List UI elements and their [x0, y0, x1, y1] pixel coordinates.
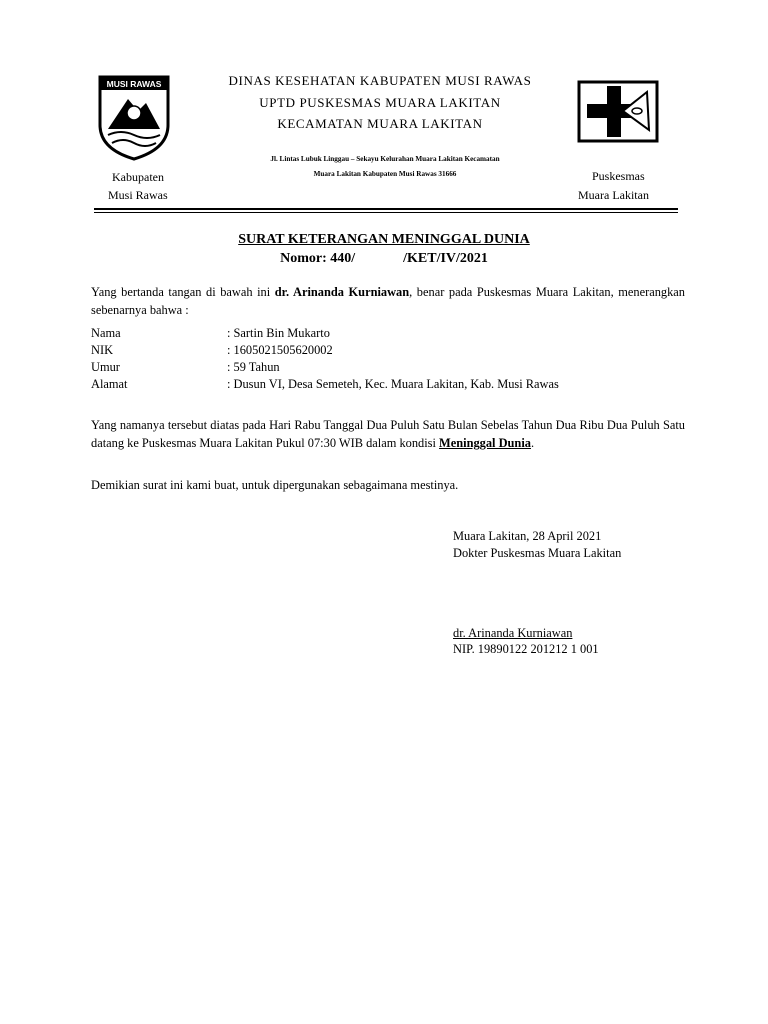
number-prefix: Nomor: 440/ — [280, 251, 356, 266]
field-value: : 1605021505620002 — [227, 343, 333, 357]
field-value: : Sartin Bin Mukarto — [227, 326, 330, 340]
closing-paragraph: Demikian surat ini kami buat, untuk dipergunakan sebagaimana mestinya. — [91, 478, 459, 492]
musi-rawas-label: Musi Rawas — [108, 188, 168, 202]
number-suffix: /KET/IV/2021 — [403, 251, 488, 266]
statement-end: . — [530, 436, 535, 450]
puskesmas-label: Puskesmas — [592, 169, 645, 183]
document-title: SURAT KETERANGAN MENINGGAL DUNIA — [238, 232, 530, 247]
statement-emphasis: Meninggal Dunia — [439, 436, 531, 450]
field-label: NIK — [91, 343, 114, 357]
letterhead-line-2: UPTD PUSKESMAS MUARA LAKITAN — [259, 95, 501, 110]
puskesmas-logo — [577, 80, 659, 143]
doctor-name: dr. Arinanda Kurniawan — [274, 285, 410, 299]
signature-nip: NIP. 19890122 201212 1 001 — [453, 642, 599, 656]
address-line-1: Jl. Lintas Lubuk Linggau – Sekayu Kelurahan Muara Lakitan Kecamatan — [270, 155, 500, 163]
letterhead-divider-thin — [94, 212, 678, 213]
muara-lakitan-label: Muara Lakitan — [578, 188, 649, 202]
field-value: : 59 Tahun — [227, 360, 280, 374]
intro-paragraph — [91, 283, 685, 319]
intro-text-before: Yang bertanda tangan di bawah ini — [91, 285, 275, 299]
letterhead-line-1: DINAS KESEHATAN KABUPATEN MUSI RAWAS — [228, 73, 532, 88]
svg-text:MUSI RAWAS: MUSI RAWAS — [106, 79, 162, 89]
letterhead-line-3: KECAMATAN MUARA LAKITAN — [277, 116, 483, 131]
signature-name: dr. Arinanda Kurniawan — [453, 626, 573, 640]
signature-position: Dokter Puskesmas Muara Lakitan — [453, 546, 622, 560]
field-label: Nama — [91, 326, 121, 340]
address-line-2: Muara Lakitan Kabupaten Musi Rawas 31666 — [313, 170, 457, 178]
document-number — [0, 251, 768, 267]
signature-place-date: Muara Lakitan, 28 April 2021 — [453, 529, 602, 543]
field-label: Alamat — [91, 377, 128, 391]
kabupaten-label: Kabupaten — [112, 170, 164, 184]
field-value: : Dusun VI, Desa Semeteh, Kec. Muara Lakitan, Kab. Musi Rawas — [227, 377, 559, 391]
field-label: Umur — [91, 360, 120, 374]
musi-rawas-logo — [96, 73, 172, 161]
intro-text-after: , benar pada Puskesmas Muara Lakitan, menerangkan sebenarnya bahwa : — [91, 285, 685, 317]
letterhead-divider-thick — [94, 208, 678, 210]
statement-text: Yang namanya tersebut diatas pada Hari Rabu Tanggal Dua Puluh Satu Bulan Sebelas Tahun Dua Ribu Dua Puluh Satu datang ke Puskesmas Muara Lakitan Pukul 07:30 WIB dalam kondisi — [91, 418, 685, 450]
statement-paragraph — [91, 416, 685, 452]
